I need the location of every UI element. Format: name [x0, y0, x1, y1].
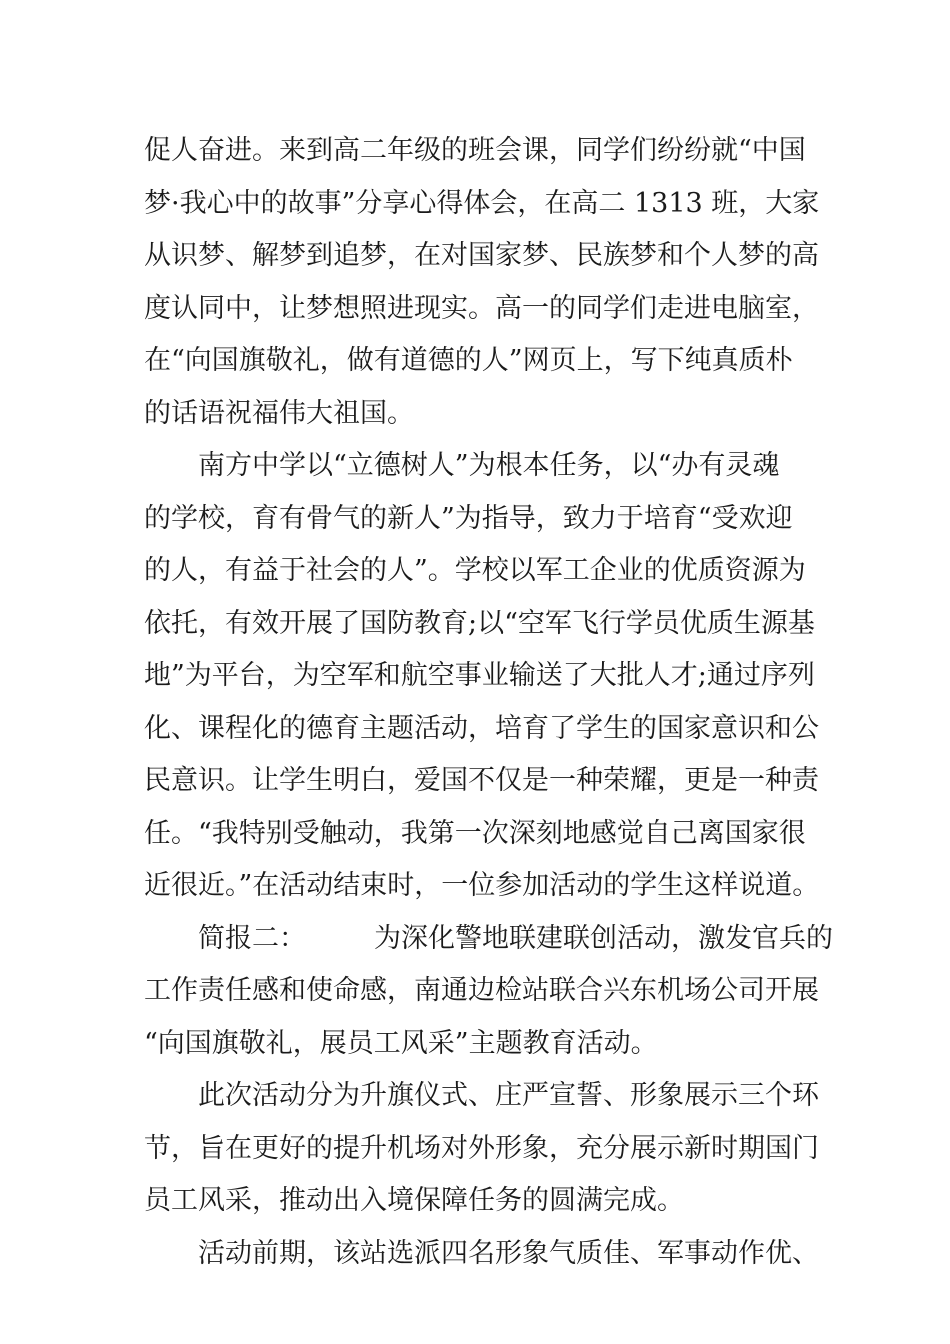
paragraph-line: 促人奋进。来到高二年级的班会课，同学们纷纷就“中国 — [144, 135, 806, 166]
paragraph-line: 节，旨在更好的提升机场对外形象，充分展示新时期国门 — [144, 1132, 819, 1164]
paragraph-line: 民意识。让学生明白，爱国不仅是一种荣耀，更是一种责 — [144, 765, 819, 796]
paragraph-line: 从识梦、解梦到追梦，在对国家梦、民族梦和个人梦的高 — [144, 240, 819, 271]
paragraph-line: 在“向国旗敬礼，做有道德的人”网页上，写下纯真质朴 — [144, 345, 793, 376]
paragraph-line: 活动前期，该站选派四名形象气质佳、军事动作优、 — [198, 1237, 819, 1269]
paragraph-line: 度认同中，让梦想照进现实。高一的同学们走进电脑室， — [144, 292, 819, 324]
paragraph-line: 任。“我特别受触动，我第一次深刻地感觉自己离国家很 — [144, 817, 806, 849]
paragraph-line: 化、课程化的德育主题活动，培育了学生的国家意识和公 — [144, 712, 819, 744]
paragraph-text: 为深化警地联建联创活动，激发官兵的 — [374, 922, 833, 954]
brief-label: 简报二： — [198, 922, 306, 954]
paragraph-line: 的学校，育有骨气的新人”为指导，致力于培育“受欢迎 — [144, 502, 793, 534]
paragraph-line: 地”为平台，为空军和航空事业输送了大批人才;通过序列 — [144, 660, 815, 691]
paragraph-line: 员工风采，推动出入境保障任务的圆满完成。 — [144, 1185, 684, 1216]
paragraph-line: 的话语祝福伟大祖国。 — [144, 397, 414, 429]
paragraph-line: 依托，有效开展了国防教育;以“空军飞行学员优质生源基 — [144, 607, 815, 639]
paragraph-line: 梦·我心中的故事”分享心得体会，在高二 1313 班，大家 — [144, 187, 820, 219]
brief-heading-line — [144, 913, 833, 966]
paragraph-line: 此次活动分为升旗仪式、庄严宣誓、形象展示三个环 — [198, 1080, 819, 1111]
document-body — [144, 125, 833, 1280]
paragraph-line: 近很近。”在活动结束时，一位参加活动的学生这样说道。 — [144, 870, 820, 901]
paragraph-line: 南方中学以“立德树人”为根本任务，以“办有灵魂 — [198, 450, 780, 481]
paragraph-line: “向国旗敬礼，展员工风采”主题教育活动。 — [144, 1027, 658, 1059]
paragraph-line: 工作责任感和使命感，南通边检站联合兴东机场公司开展 — [144, 975, 819, 1006]
paragraph-line: 的人，有益于社会的人”。学校以军工企业的优质资源为 — [144, 555, 806, 586]
